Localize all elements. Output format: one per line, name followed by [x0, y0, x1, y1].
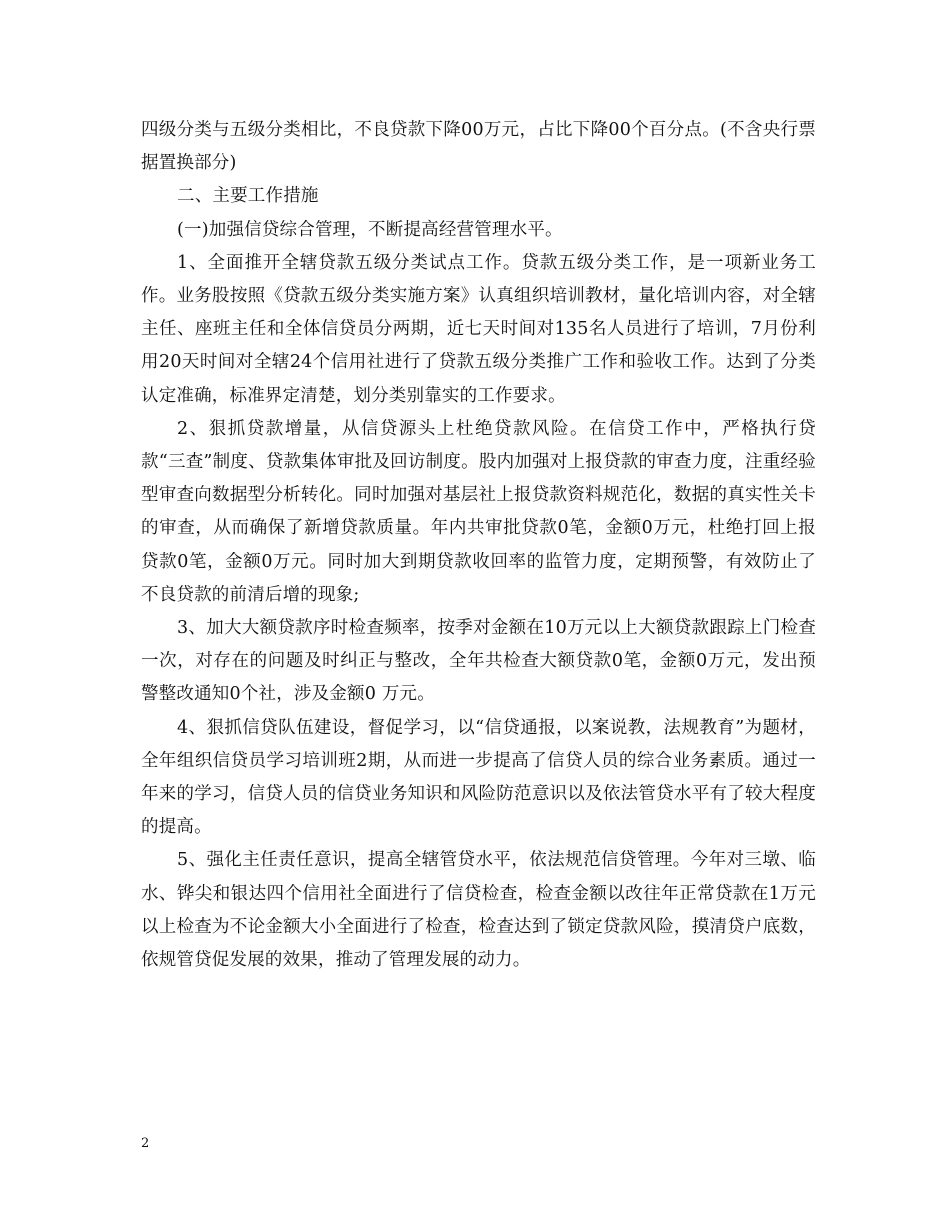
paragraph-item-4: 4、狠抓信贷队伍建设，督促学习，以“信贷通报，以案说教，法规教育”为题材，全年组织信贷员学习培训班2期，从而进一步提高了信贷人员的综合业务素质。通过一年来的学习，信贷人员的信贷业务知识和风险防范意识以及依法管贷水平有了较大程度的提高。 [141, 717, 816, 838]
document-body [141, 114, 816, 977]
paragraph-item-5: 5、强化主任责任意识，提高全辖管贷水平，依法规范信贷管理。今年对三墩、临水、铧尖和银达四个信用社全面进行了信贷检查，检查金额以改往年正常贷款在1万元以上检查为不论金额大小全面进行了检查，检查达到了锁定贷款风险，摸清贷户底数，依规管贷促发展的效果，推动了管理发展的动力。 [141, 850, 816, 971]
paragraph-item-2: 2、狠抓贷款增量，从信贷源头上杜绝贷款风险。在信贷工作中，严格执行贷款“三查”制度、贷款集体审批及回访制度。股内加强对上报贷款的审查力度，注重经验型审查向数据型分析转化。同时加强对基层社上报贷款资料规范化，数据的真实性关卡的审查，从而确保了新增贷款质量。年内共审批贷款0笔，金额0万元，杜绝打回上报贷款0笔，金额0万元。同时加大到期贷款收回率的监管力度，定期预警，有效防止了不良贷款的前清后增的现象; [141, 418, 816, 605]
paragraph-item-3: 3、加大大额贷款序时检查频率，按季对金额在10万元以上大额贷款跟踪上门检查一次，对存在的问题及时纠正与整改，全年共检查大额贷款0笔，金额0万元，发出预警整改通知0个社，涉及金额0 万元。 [141, 618, 816, 705]
paragraph-item-1: 1、全面推开全辖贷款五级分类试点工作。贷款五级分类工作，是一项新业务工作。业务股按照《贷款五级分类实施方案》认真组织培训教材，量化培训内容，对全辖主任、座班主任和全体信贷员分两期，近七天时间对135名人员进行了培训，7月份利用20天时间对全辖24个信用社进行了贷款五级分类推广工作和验收工作。达到了分类认定准确，标准界定清楚，划分类别靠实的工作要求。 [141, 252, 816, 406]
page-number: 2 [141, 1136, 150, 1151]
paragraph-summary: 四级分类与五级分类相比，不良贷款下降00万元，占比下降00个百分点。(不含央行票据置换部分) [141, 120, 816, 174]
section-heading-main-measures: 二、主要工作措施 [177, 186, 319, 207]
subsection-heading-credit-management: (一)加强信贷综合管理，不断提高经营管理水平。 [177, 219, 563, 240]
